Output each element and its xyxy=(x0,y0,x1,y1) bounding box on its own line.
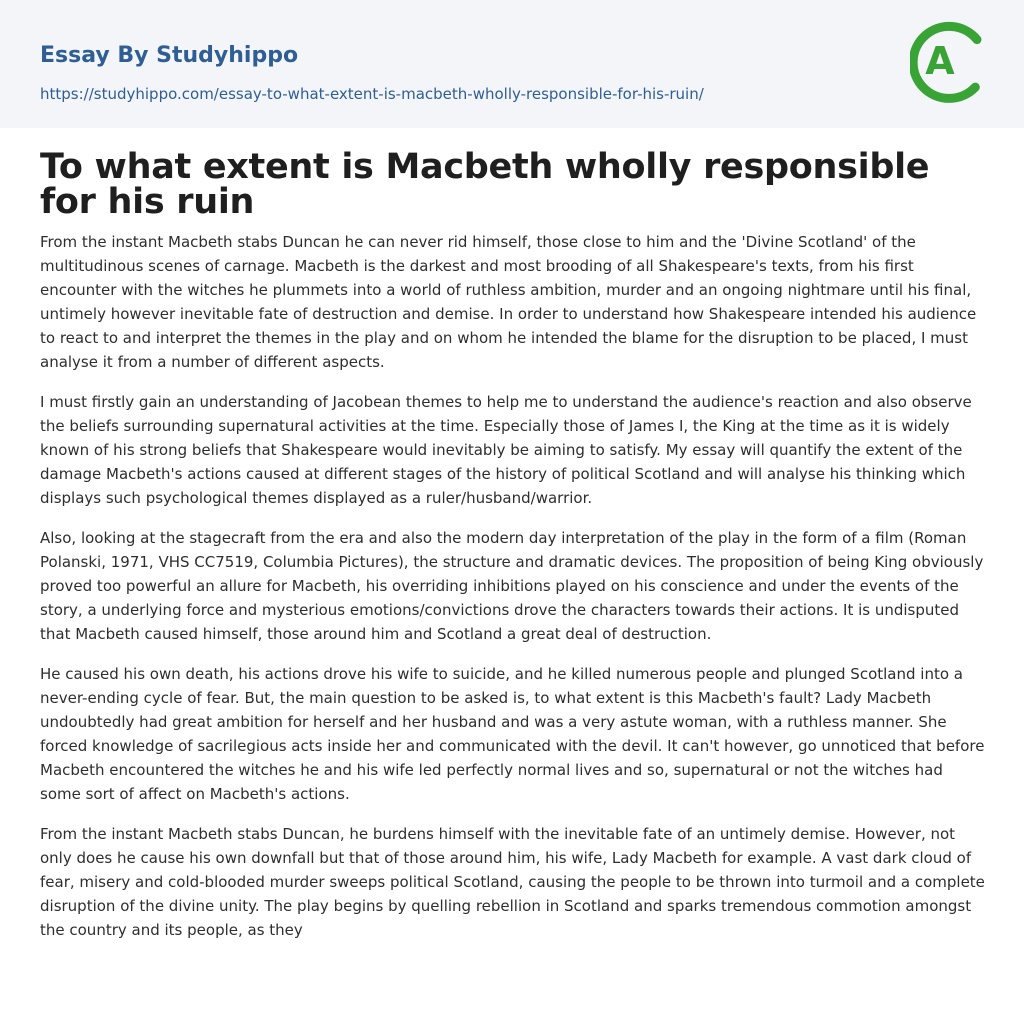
logo-letter: A xyxy=(925,39,955,83)
essay-paragraph-5: From the instant Macbeth stabs Duncan, he burdens himself with the inevitable fate of an untimely demise. However, not only does he cause his own downfall but that of those around him, his wife, Lady Macbeth for example. A vast dark cloud of fear, misery and cold-blooded murder sweeps political Scotland, causing the people to be thrown into turmoil and a complete disruption of the divine unity. The play begins by quelling rebellion in Scotland and sparks tremendous commotion amongst the country and its people, as they xyxy=(40,825,985,939)
site-header xyxy=(0,0,1024,128)
essay-paragraph-4: He caused his own death, his actions drove his wife to suicide, and he killed numerous people and plunged Scotland into a never-ending cycle of fear. But, the main question to be asked is, to what extent is this Macbeth's fault? Lady Macbeth undoubtedly had great ambition for herself and her husband and was a very astute woman, with a ruthless manner. She forced knowledge of sacrilegious acts inside her and communicated with the devil. It can't however, go unnoticed that before Macbeth encountered the witches he and his wife led perfectly normal lives and so, supernatural or not the witches had some sort of affect on Macbeth's actions. xyxy=(40,665,985,803)
essay-body xyxy=(40,230,988,942)
site-name[interactable]: Essay By Studyhippo xyxy=(40,43,299,68)
page-url-link[interactable]: https://studyhippo.com/essay-to-what-extent-is-macbeth-wholly-responsible-for-his-ruin/ xyxy=(40,85,704,103)
essay-content xyxy=(40,147,988,942)
studyhippo-logo-icon[interactable] xyxy=(910,18,994,106)
essay-title: To what extent is Macbeth wholly responsible for his ruin xyxy=(40,147,930,222)
essay-paragraph-3: Also, looking at the stagecraft from the era and also the modern day interpretation of the play in the form of a film (Roman Polanski, 1971, VHS CC7519, Columbia Pictures), the structure and dramatic devices. The proposition of being King obviously proved too powerful an allure for Macbeth, his overriding inhibitions played on his conscience and under the events of the story, a underlying force and mysterious emotions/convictions drove the characters towards their actions. It is undisputed that Macbeth caused himself, those around him and Scotland a great deal of destruction. xyxy=(40,529,984,643)
essay-paragraph-1: From the instant Macbeth stabs Duncan he can never rid himself, those close to him and the 'Divine Scotland' of the multitudinous scenes of carnage. Macbeth is the darkest and most brooding of all Shakespeare's texts, from his first encounter with the witches he plummets into a world of ruthless ambition, murder and an ongoing nightmare until his final, untimely however inevitable fate of destruction and demise. In order to understand how Shakespeare intended his audience to react to and interpret the themes in the play and on whom he intended the blame for the disruption to be placed, I must analyse it from a number of different aspects. xyxy=(40,233,977,371)
essay-paragraph-2: I must firstly gain an understanding of Jacobean themes to help me to understand the audience's reaction and also observe the beliefs surrounding supernatural activities at the time. Especially those of James I, the King at the time as it is widely known of his strong beliefs that Shakespeare would inevitably be aiming to satisfy. My essay will quantify the extent of the damage Macbeth's actions caused at different stages of the history of political Scotland and will analyse his thinking which displays such psychological themes displayed as a ruler/husband/warrior. xyxy=(40,393,972,507)
